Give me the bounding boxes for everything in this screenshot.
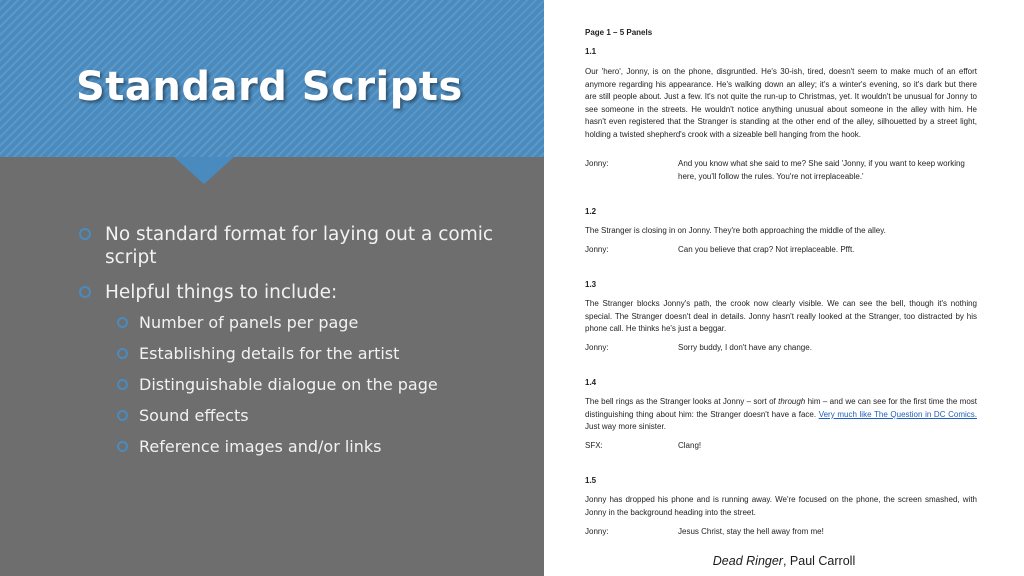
panel-description: The Stranger is closing in on Jonny. They're both approaching the middle of the alley. <box>585 226 886 235</box>
ring-bullet-icon <box>117 441 128 452</box>
sub-bullet-item <box>139 406 529 426</box>
bullet-text: Reference images and/or links <box>139 437 382 456</box>
page-heading: Page 1 – 5 Panels <box>585 28 653 37</box>
script-document <box>544 0 1024 576</box>
bullet-text: Helpful things to include: <box>105 282 338 303</box>
panel-number: 1.1 <box>585 47 597 56</box>
speaker-label: Jonny: <box>585 343 609 352</box>
panel-description: The Stranger blocks Jonny's path, the crook now clearly visible. We can see the bell, though it's nothing special. The Stranger doesn't deal in details. Jonny hasn't really looked at the Stranger, too distracted by his phone call. He thinks he's just a beggar. <box>585 299 977 334</box>
sub-bullet-item <box>139 344 529 364</box>
speaker-label: Jonny: <box>585 159 609 168</box>
speaker-label: SFX: <box>585 441 603 450</box>
speaker-label: Jonny: <box>585 527 609 536</box>
sub-bullet-item <box>139 375 529 395</box>
sub-bullet-item <box>139 437 529 457</box>
panel-description <box>585 396 977 434</box>
ring-bullet-icon <box>117 348 128 359</box>
description-emphasis: through <box>778 397 806 406</box>
dialogue-line: Can you believe that crap? Not irreplaceable. Pfft. <box>678 245 855 254</box>
panel-description: Jonny has dropped his phone and is running away. We're focused on the phone, the screen smashed, with Jonny in the background heading into the street. <box>585 495 977 517</box>
ring-bullet-icon <box>117 410 128 421</box>
dialogue-line: Jesus Christ, stay the hell away from me! <box>678 527 824 536</box>
ring-bullet-icon <box>117 317 128 328</box>
sub-bullet-item <box>139 313 529 333</box>
panel-description: Our 'hero', Jonny, is on the phone, disgruntled. He's 30-ish, tired, doesn't seem to make much of an effort anymore regarding his appearance. He's walking down an alley; it's a winter's evening, so it's dark but there are still people about. Just a few. It's not quite the run-up to Christmas, yet. It wouldn't be unusual for Jonny to see someone in the streets. He wouldn't notice anything unusual about someone in the alley with him. He hasn't even registered that the Stranger is standing at the other end of the alley, silhouetted by a street light, holding a twisted shepherd's crook with a sizeable bell hanging from the hook. <box>585 67 977 139</box>
panel-number: 1.3 <box>585 280 597 289</box>
reference-link[interactable]: Very much like The Question in DC Comics. <box>818 409 977 419</box>
bullet-text: Number of panels per page <box>139 313 359 332</box>
ring-bullet-icon <box>79 286 91 298</box>
bullet-item <box>105 223 525 269</box>
description-text: him – and we can see for the first time the most distinguishing thing about him: the Stranger doesn't have a face. <box>585 397 977 419</box>
panel-number: 1.2 <box>585 207 597 216</box>
dialogue-line: Clang! <box>678 441 702 450</box>
bullet-text: Establishing details for the artist <box>139 344 400 363</box>
bullet-text: Sound effects <box>139 406 249 425</box>
bullet-item <box>105 281 525 304</box>
dialogue-line: And you know what she said to me? She said 'Jonny, if you want to keep working here, you'll follow the rules. You're not irreplaceable.' <box>678 159 965 181</box>
panel-number: 1.4 <box>585 378 597 387</box>
caption-title: Dead Ringer <box>712 554 783 568</box>
slide-title: Standard Scripts <box>76 64 463 110</box>
description-text: The bell rings as the Stranger looks at Jonny – sort of <box>585 397 779 406</box>
caption-author: , Paul Carroll <box>782 554 856 568</box>
dialogue-line: Sorry buddy, I don't have any change. <box>678 343 812 352</box>
ring-bullet-icon <box>117 379 128 390</box>
bullet-text: No standard format for laying out a comic script <box>105 224 494 268</box>
speaker-label: Jonny: <box>585 245 609 254</box>
panel-number: 1.5 <box>585 476 597 485</box>
bullet-text: Distinguishable dialogue on the page <box>139 375 438 394</box>
description-text: Just way more sinister. <box>585 422 666 432</box>
source-caption <box>544 554 1024 568</box>
ring-bullet-icon <box>79 228 91 240</box>
